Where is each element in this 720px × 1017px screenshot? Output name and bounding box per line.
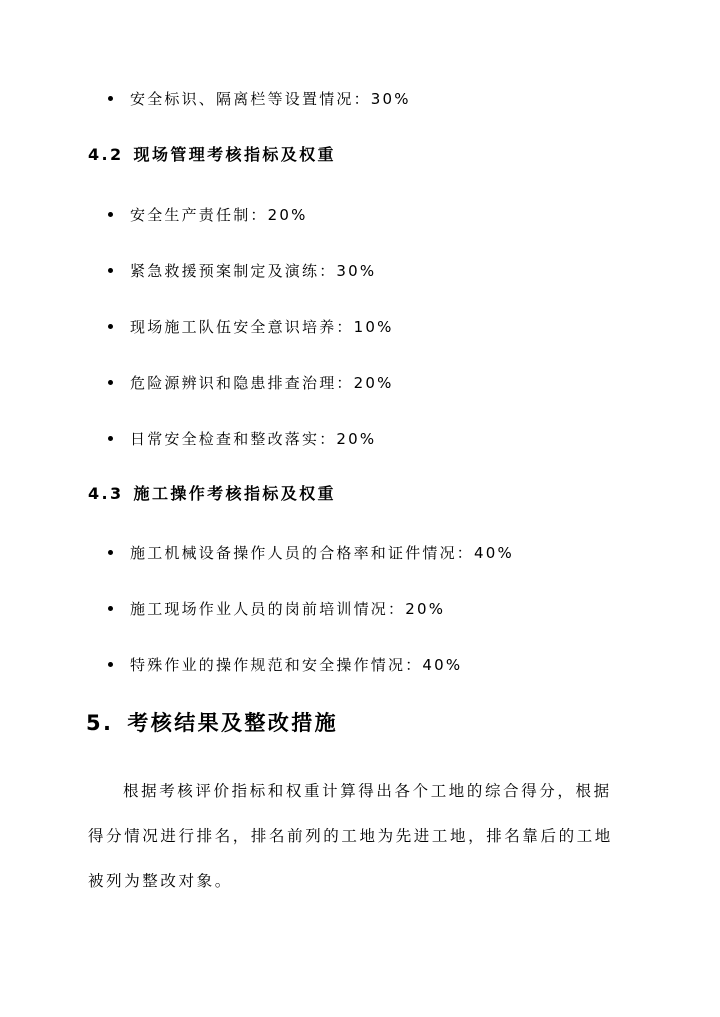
bullet-icon [108, 324, 113, 329]
list-item-text: 施工现场作业人员的岗前培训情况：20% [130, 599, 446, 618]
paragraph-line: 得分情况进行排名，排名前列的工地为先进工地，排名靠后的工地 [88, 827, 613, 845]
section-number: 5. [86, 711, 114, 735]
section-title: 考核结果及整改措施 [127, 711, 338, 735]
list-item-text: 安全生产责任制：20% [130, 205, 308, 224]
list-item [108, 258, 376, 282]
list-item [108, 86, 411, 110]
list-item [108, 426, 376, 450]
bullet-icon [108, 380, 113, 385]
section-heading-4-3 [88, 482, 336, 506]
list-item [108, 596, 445, 620]
list-item [108, 540, 514, 564]
body-paragraph [88, 769, 636, 904]
section-heading-4-2 [88, 143, 336, 167]
list-item-text: 危险源辨识和隐患排查治理：20% [130, 373, 394, 392]
list-item [108, 370, 394, 394]
bullet-icon [108, 268, 113, 273]
list-item [108, 652, 462, 676]
bullet-icon [108, 606, 113, 611]
bullet-icon [108, 96, 113, 101]
bullet-icon [108, 550, 113, 555]
list-item-text: 特殊作业的操作规范和安全操作情况：40% [130, 655, 463, 674]
bullet-icon [108, 436, 113, 441]
list-item [108, 314, 394, 338]
bullet-icon [108, 212, 113, 217]
section-heading-5 [86, 707, 338, 739]
section-title: 施工操作考核指标及权重 [133, 484, 336, 503]
list-item [108, 202, 308, 226]
list-item-text: 日常安全检查和整改落实：20% [130, 429, 377, 448]
paragraph-line: 被列为整改对象。 [88, 872, 233, 890]
list-item-text: 安全标识、隔离栏等设置情况：30% [130, 89, 411, 108]
paragraph-line: 根据考核评价指标和权重计算得出各个工地的综合得分，根据 [123, 782, 612, 800]
section-number: 4.2 [88, 145, 124, 164]
list-item-text: 施工机械设备操作人员的合格率和证件情况：40% [130, 543, 514, 562]
list-item-text: 紧急救援预案制定及演练：30% [130, 261, 377, 280]
section-number: 4.3 [88, 484, 124, 503]
section-title: 现场管理考核指标及权重 [133, 145, 336, 164]
bullet-icon [108, 662, 113, 667]
list-item-text: 现场施工队伍安全意识培养：10% [130, 317, 394, 336]
